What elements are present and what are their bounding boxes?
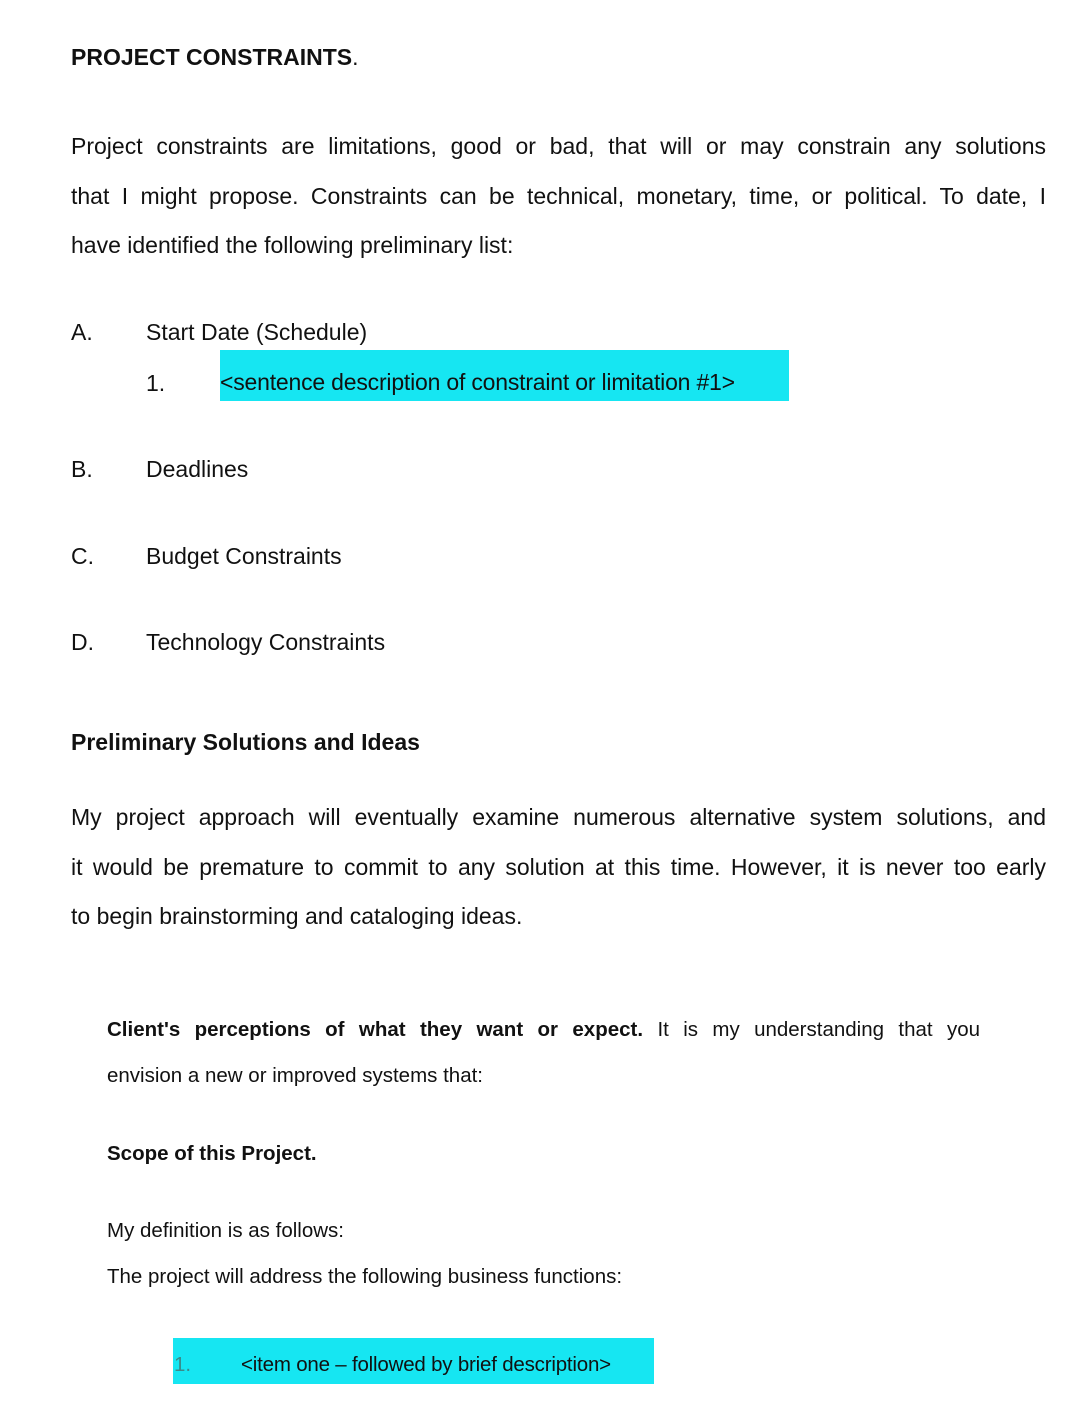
client-perceptions-bold-lead: Client's perceptions of what they want or expect. [107, 1018, 644, 1041]
constraints-title: PROJECT CONSTRAINTS [71, 44, 353, 70]
solutions-heading: Preliminary Solutions and Ideas [71, 729, 420, 755]
constraints-title-period: . [352, 44, 359, 70]
constraints-intro-paragraph [71, 122, 1046, 271]
constraint-item-d-label: Technology Constraints [146, 629, 386, 655]
solutions-line-2: it would be premature to commit to any solution at this time. However, it is never too early [71, 853, 1046, 880]
constraint-item-b-letter: B. [71, 456, 93, 482]
constraints-heading [71, 44, 359, 71]
solutions-line-3: to begin brainstorming and cataloging ideas. [71, 903, 523, 929]
constraint-item-c-letter: C. [71, 543, 94, 569]
constraint-subitem-text: <sentence description of constraint or limitation #1> [220, 369, 735, 395]
constraint-item-a-letter: A. [71, 319, 93, 345]
scope-functions-intro: The project will address the following business functions: [107, 1265, 623, 1288]
constraint-item-c-label: Budget Constraints [146, 543, 342, 569]
intro-line-2: that I might propose. Constraints can be technical, monetary, time, or political. To date, I [71, 182, 1046, 209]
constraint-item-d-letter: D. [71, 629, 94, 655]
constraint-item-b-label: Deadlines [146, 456, 249, 482]
scope-item-text: <item one – followed by brief description> [241, 1353, 611, 1376]
scope-definition: My definition is as follows: [107, 1219, 344, 1242]
scope-heading: Scope of this Project. [107, 1142, 317, 1165]
client-perceptions-lead-rest: It is my understanding that you [657, 1018, 980, 1041]
intro-line-1: Project constraints are limitations, good or bad, that will or may constrain any solutions [71, 133, 1046, 159]
intro-line-3: have identified the following preliminary list: [71, 232, 514, 258]
client-perceptions-line-1 [107, 1018, 980, 1042]
solutions-line-1: My project approach will eventually examine numerous alternative system solutions, and [71, 804, 1046, 830]
client-perceptions-line-2: envision a new or improved systems that: [107, 1064, 483, 1087]
constraint-subitem-number: 1. [146, 370, 166, 396]
solutions-paragraph [71, 793, 1046, 942]
scope-item-number: 1. [174, 1353, 192, 1376]
constraint-item-a-label: Start Date (Schedule) [146, 319, 368, 345]
